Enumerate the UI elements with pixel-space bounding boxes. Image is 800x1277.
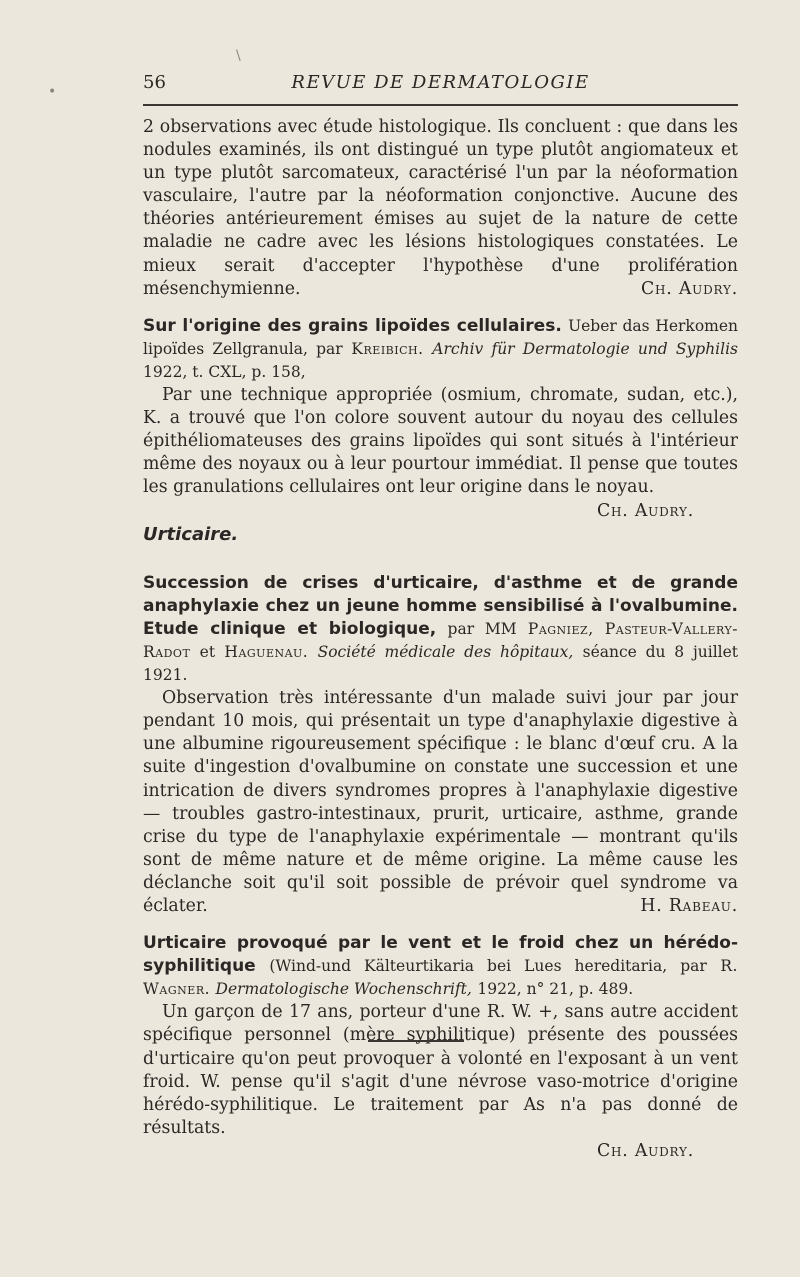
- article1-journal: Archiv für Dermatologie und Syphilis: [432, 339, 739, 358]
- article2-body-paragraph: [143, 687, 738, 918]
- article1-heading: [143, 315, 738, 384]
- article3-journal: Dermatologische Wochenschrift,: [215, 980, 472, 999]
- article2-ref-end: séance du 8 juillet 1921.: [143, 642, 739, 685]
- article3-ref-end: 1922, n° 21, p. 489.: [477, 980, 634, 999]
- article2-journal: Société médicale des hôpitaux,: [317, 642, 574, 661]
- article2-and: et: [199, 642, 216, 661]
- page-number: 56: [143, 72, 166, 93]
- article3-body: Un garçon de 17 ans, porteur d'une R. W. +, sans autre accident spécifique personnel (mère syphilitique) présente des poussées d'urticaire qu'on peut provoquer à volonté en l'exposant à un vent froid. W. pense qu'il s'agit d'une névrose vaso-motrice d'origine hérédo-syphilitique. Le traitement par As n'a pas donné de résultats.: [143, 1002, 738, 1138]
- article2-authors: Pagniez, Pasteur-Vallery-Radot: [143, 619, 738, 661]
- article1-ref-text: Ueber das Herkomen lipoïdes Zellgranula, par: [143, 316, 739, 358]
- article3-ref-text: (Wind-und Kälteurtikaria bei Lues hereditaria, par: [269, 957, 707, 976]
- article3-title: Urticaire provoqué par le vent et le froid chez un hérédo-syphilitique: [143, 933, 738, 977]
- section-title: Urticaire.: [143, 523, 239, 545]
- article3-heading: [143, 932, 738, 1001]
- continuation-paragraph: [143, 116, 738, 301]
- article2-title: Succession de crises d'urticaire, d'asthme et de grande anaphylaxie chez un jeune homme sensibilisé à l'ovalbumine. Etude clinique et biologique,: [143, 572, 738, 639]
- running-header: [143, 72, 738, 96]
- article1-ref-end: 1922, t. CXL, p. 158,: [143, 362, 306, 381]
- continuation-signature: Ch. Audry.: [641, 278, 738, 299]
- end-rule: [368, 1040, 464, 1042]
- page-body: [143, 116, 738, 1163]
- margin-tick: \: [236, 48, 241, 64]
- article2-signature: H. Rabeau.: [640, 896, 738, 916]
- article1-author: Kreibich.: [351, 339, 424, 358]
- article2-by: par MM: [447, 619, 517, 638]
- article2-author-last: Haguenau.: [224, 642, 309, 661]
- article1-body: Par une technique appropriée (osmium, chromate, sudan, etc.), K. a trouvé que l'on colore souvent autour du noyau des cellules épithéliomateuses des grains lipoïdes qui sont situés à l'intérieur même des noyaux ou à leur pourtour immédiat. Il pense que toutes les granulations cellulaires ont leur origine dans le noyau.: [143, 385, 738, 498]
- article1-title: Sur l'origine des grains lipoïdes cellulaires.: [143, 315, 562, 336]
- margin-dot: •: [48, 84, 57, 100]
- continuation-text: 2 observations avec étude histologique. Ils concluent : que dans les nodules examinés, ils ont distingué un type plutôt angiomateux et un type plutôt sarcomateux, caractérisé l'un par la néoformation vasculaire, l'autre par la néoformation conjonctive. Aucune des théories antérieurement émises au sujet de la nature de cette maladie ne cadre avec les lésions histologiques constatées. Le mieux serait d'accepter l'hypothèse d'une prolifération mésenchymienne.: [143, 117, 738, 299]
- header-rule: [143, 104, 738, 106]
- article2-body: Observation très intéressante d'un malade suivi jour par jour pendant 10 mois, qui présentait un type d'anaphylaxie digestive à une albumine rigoureusement spécifique : le blanc d'œuf cru. A la suite d'ingestion d'ovalbumine on constate une succession et une intrication de divers syndromes propres à l'anaphylaxie digestive — troubles gastro-intestinaux, prurit, urticaire, asthme, grande crise du type de l'anaphylaxie expérimentale — montrant qu'ils sont de même nature et de même origine. La même cause les déclanche soit qu'il soit possible de prévoir quel syndrome va éclater.: [143, 688, 738, 916]
- article3-signature: Ch. Audry.: [597, 1140, 694, 1161]
- article1-signature: Ch. Audry.: [597, 500, 694, 521]
- running-title: REVUE DE DERMATOLOGIE: [291, 72, 590, 93]
- article3-author: R. Wagner.: [143, 957, 738, 999]
- article2-heading: [143, 572, 738, 687]
